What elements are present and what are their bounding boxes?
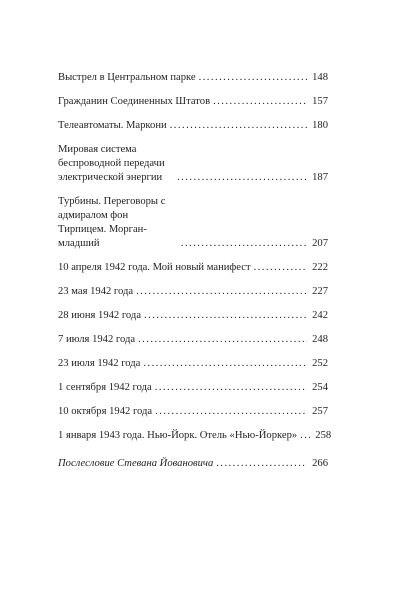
toc-entry-title: Выстрел в Центральном парке xyxy=(58,72,196,83)
dot-leader xyxy=(216,457,307,471)
toc-entry xyxy=(58,71,328,85)
dot-leader xyxy=(155,405,307,419)
dot-leader xyxy=(213,95,307,109)
dot-leader xyxy=(170,119,307,133)
toc-entry-page: 252 xyxy=(312,358,328,369)
dot-leader xyxy=(177,171,307,185)
toc-entry-page: 187 xyxy=(312,172,328,183)
toc-entry xyxy=(58,119,328,133)
toc-entry xyxy=(58,381,328,395)
toc-entry-title: 10 октября 1942 года xyxy=(58,406,153,417)
toc-entry xyxy=(58,429,332,443)
toc-entry-title: 1 января 1943 года. Нью-Йорк. Отель «Нью-Йоркер» xyxy=(58,430,298,441)
table-of-contents xyxy=(58,71,332,481)
dot-leader xyxy=(300,429,310,443)
toc-entry-title: 1 сентября 1942 года xyxy=(58,382,152,393)
toc-entry-title: Послесловие Стевана Йовановича xyxy=(58,458,214,469)
toc-entry xyxy=(58,405,328,419)
toc-entry-page: 222 xyxy=(312,262,328,273)
toc-entry xyxy=(58,309,328,323)
toc-entry-page: 266 xyxy=(312,458,328,469)
toc-entry xyxy=(58,195,328,251)
toc-entry-title: Мировая система беспроводной передачи электрической энергии xyxy=(58,144,165,183)
dot-leader xyxy=(143,357,307,371)
toc-entry-page: 148 xyxy=(312,72,328,83)
toc-entry-title: Гражданин Соединенных Штатов xyxy=(58,96,211,107)
toc-entry-page: 207 xyxy=(312,238,328,249)
toc-entry-title: 23 мая 1942 года xyxy=(58,286,134,297)
toc-entry xyxy=(58,333,328,347)
toc-entry xyxy=(58,285,328,299)
toc-entry xyxy=(58,357,328,371)
toc-entry-page: 227 xyxy=(312,286,328,297)
toc-entry-page: 258 xyxy=(315,430,332,441)
toc-entry-title: 10 апреля 1942 года. Мой новый манифест xyxy=(58,262,251,273)
dot-leader xyxy=(181,237,307,251)
dot-leader xyxy=(254,261,307,275)
toc-entry-page: 257 xyxy=(312,406,328,417)
toc-entry-afterword xyxy=(58,457,328,471)
toc-entry-title: Турбины. Переговоры с адмиралом фон Тирпицем. Морган-младший xyxy=(58,196,166,249)
toc-entry-page: 254 xyxy=(312,382,328,393)
dot-leader xyxy=(199,71,307,85)
dot-leader xyxy=(138,333,307,347)
toc-entry-page: 157 xyxy=(312,96,328,107)
toc-entry-title: 7 июля 1942 года xyxy=(58,334,136,345)
toc-entry-page: 242 xyxy=(312,310,328,321)
toc-entry xyxy=(58,261,328,275)
dot-leader xyxy=(155,381,307,395)
dot-leader xyxy=(136,285,307,299)
toc-entry xyxy=(58,95,328,109)
dot-leader xyxy=(144,309,307,323)
toc-entry-page: 248 xyxy=(312,334,328,345)
toc-entry-page: 180 xyxy=(312,120,328,131)
toc-entry-title: Телеавтоматы. Маркони xyxy=(58,120,167,131)
toc-entry-title: 28 июня 1942 года xyxy=(58,310,142,321)
toc-entry-title: 23 июля 1942 года xyxy=(58,358,141,369)
toc-entry xyxy=(58,143,328,185)
